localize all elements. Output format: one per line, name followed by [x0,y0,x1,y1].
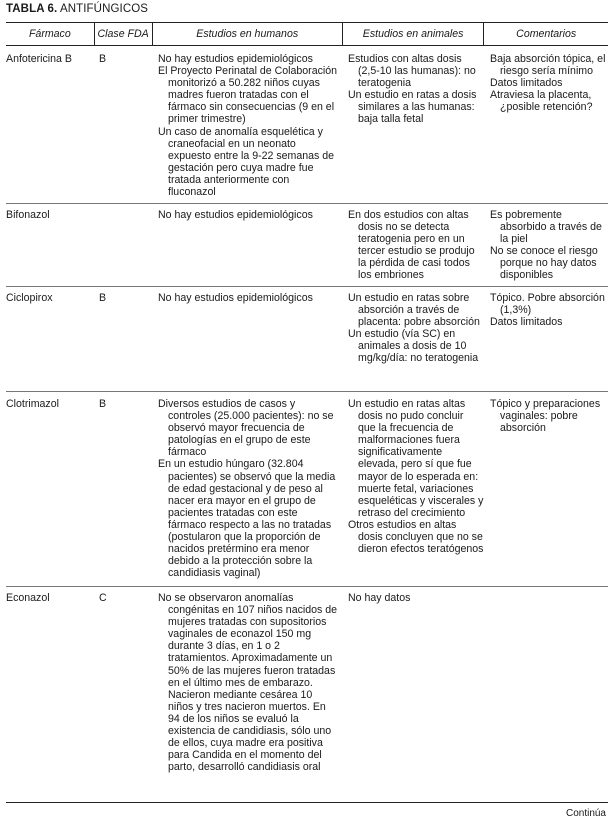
row-divider [6,203,608,204]
drug-name: Econazol [6,592,50,604]
header-estudios-animales: Estudios en animales [342,23,484,45]
row-divider [6,391,608,392]
human-entry: No hay estudios epidemiológicos [158,292,313,304]
header-farmaco: Fármaco [28,28,71,40]
fda-class: B [99,53,107,65]
table-number: TABLA 6. [6,3,58,15]
drug-name: Bifonazol [6,209,50,221]
comment-entry: Tópico y preparaciones vaginales: pobre absorción [490,398,601,435]
header-comentarios: Comentarios [483,23,608,45]
animal-studies [348,209,484,282]
comment-entry: Datos limitados [490,77,563,90]
comments [490,53,610,113]
drug-name: Anfotericina B [6,53,72,65]
comment-entry: Tópico. Pobre absorción (1,3%) [490,292,605,317]
fda-class: B [99,292,107,304]
table-header [6,23,608,45]
row-divider [6,586,608,587]
human-entry: Un caso de anomalía esquelética y craneofacial en un neonato expuesto entre la 9-22 semanas de gestación pero cuya madre fue tratada anteriormente con fluconazol [158,125,335,199]
table-caption [6,3,148,15]
comments [490,292,610,328]
human-studies [158,53,338,198]
fda-class: C [99,592,107,604]
table-title: ANTIFÚNGICOS [59,3,149,15]
animal-studies [348,53,484,126]
human-entry: El Proyecto Perinatal de Colaboración monitorizó a 50.282 niños cuyas madres fueron tratadas con el fármaco sin consecuencias (9 en el primer trimestre) [158,65,338,126]
animal-entry: Otros estudios en altas dosis concluyen que no se dieron efectos teratógenos [348,518,484,556]
drug-name: Clotrimazol [6,398,59,410]
human-studies [158,292,338,304]
human-entry: No se observaron anomalías congénitas en 107 niños nacidos de mujeres tratadas con supositorios vaginales de econazol 150 mg durante 3 días, en 1 o 2 tratamientos. Aproximadamente un 50% de las mujeres fueron tratadas en el último mes de embarazo. Nacieron mediante cesárea 10 niños y tres nacieron muertos. En 94 de los niños se evaluó la existencia de candidiasis, sólo uno de ellos, cuya madre era positiva para Candida en el momento del parto, desarrolló candidiasis oral [158,592,338,774]
animal-entry: Un estudio en ratas sobre absorción a través de placenta: pobre absorción [348,292,480,329]
header-estudios-humanos: Estudios en humanos [152,23,342,45]
animal-entry: Un estudio en ratas altas dosis no pudo concluir que la frecuencia de malformaciones fuera significativamente elevada, pero sí que fue mayor de lo esperada en: muerte fetal, variaciones esqueléticas y viscerales y retraso del crecimiento [348,398,484,519]
human-studies [158,209,338,221]
comment-entry: Datos limitados [490,316,563,329]
animal-entry: Un estudio en ratas a dosis similares a las humanas: baja talla fetal [348,89,477,126]
row-divider [6,286,608,287]
human-studies [158,398,338,579]
human-entry: En un estudio húngaro (32.804 pacientes) se observó que la media de edad gestacional y de peso al nacer era mayor en el grupo de pacientes tratadas con este fármaco respecto a las no tratadas (postularon que la proporción de nacidos pretérmino era menor debido a la protección sobre la candidiasis vaginal) [158,458,336,580]
animal-studies [348,292,484,365]
comments [490,398,610,434]
animal-entry: En dos estudios con altas dosis no se detecta teratogenia pero en un tercer estudio se produjo la pérdida de casi todos los embriones [348,209,475,282]
comment-entry: No se conoce el riesgo porque no hay datos disponibles [490,245,598,282]
animal-studies [348,398,484,555]
header-clase-fda: Clase FDA [94,23,152,45]
table-header-rule [6,45,608,46]
human-studies [158,592,338,773]
human-entry: No hay estudios epidemiológicos [158,209,313,221]
animal-entry: Un estudio (vía SC) en animales a dosis de 10 mg/kg/día: no teratogenia [348,328,479,365]
comment-entry: Es pobremente absorbido a través de la piel [490,209,602,246]
comment-entry: Atraviesa la placenta, ¿posible retención? [490,89,593,114]
fda-class: B [99,398,107,410]
animal-entry: No hay datos [348,592,411,604]
animal-entry: Estudios con altas dosis (2,5-10 las humanas): no teratogenia [348,53,476,90]
human-entry: Diversos estudios de casos y controles (25.000 pacientes): no se observó mayor frecuencia de patologías en el grupo de este fármaco [158,398,334,459]
drug-name: Ciclopirox [6,292,53,304]
comments [490,209,610,282]
animal-studies [348,592,484,604]
table-bottom-rule [6,802,608,803]
continues-label: Continúa [565,808,606,819]
human-entry: No hay estudios epidemiológicos [158,53,313,65]
comment-entry: Baja absorción tópica, el riesgo sería mínimo [490,53,606,78]
